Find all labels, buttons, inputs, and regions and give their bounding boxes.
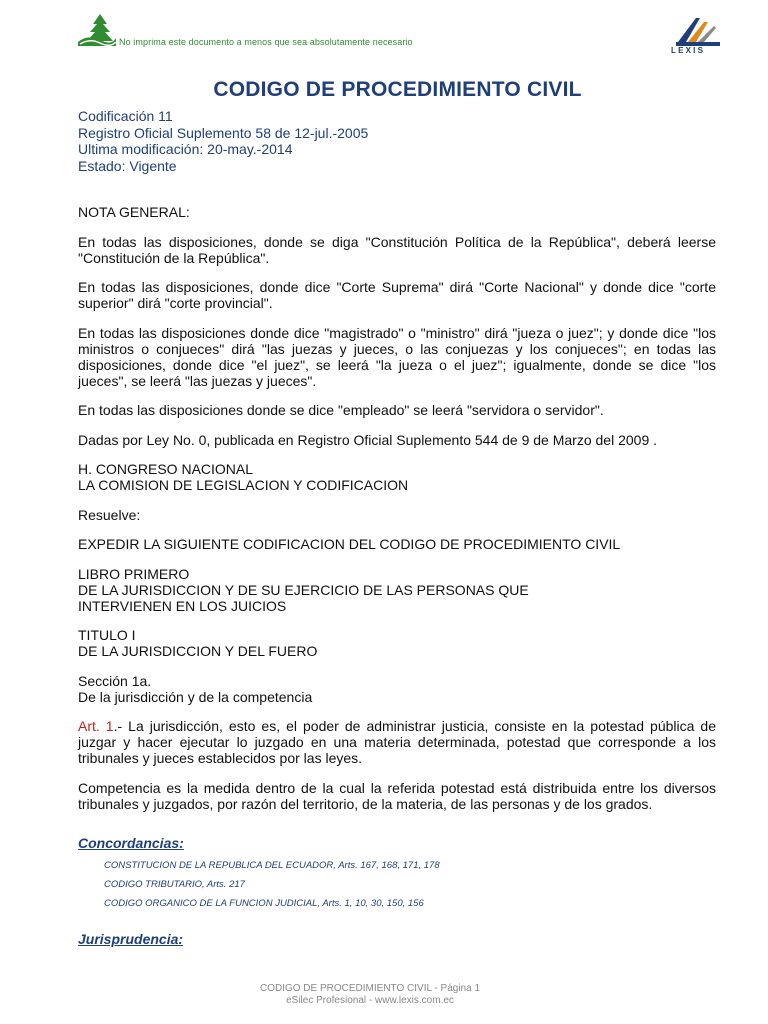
concordancias-list (104, 856, 440, 913)
paragraph: En todas las disposiciones, donde dice "Corte Suprema" dirá "Corte Nacional" y donde dice "corte superior" dirá "corte provincial". (78, 279, 716, 311)
congreso-block (78, 461, 716, 493)
page-footer (0, 983, 740, 1007)
concordancias-title: Concordancias: (78, 835, 184, 851)
titulo-heading (78, 627, 716, 659)
jurisprudencia-title: Jurisprudencia: (78, 931, 184, 947)
titulo-line: DE LA JURISDICCION Y DEL FUERO (78, 643, 318, 659)
meta-ultima-modificacion: Ultima modificación: 20-may.-2014 (78, 141, 293, 157)
page-header (0, 0, 768, 60)
concordancia-item[interactable]: CONSTITUCION DE LA REPUBLICA DEL ECUADOR, Arts. 167, 168, 171, 178 (104, 860, 440, 871)
tree-icon (78, 12, 116, 46)
seccion-line: Sección 1a. (78, 672, 152, 689)
resuelve: Resuelve: (78, 506, 141, 523)
seccion-line: De la jurisdicción y de la competencia (78, 688, 313, 705)
meta-estado: Estado: Vigente (78, 157, 177, 174)
footer-site-label: eSilec Profesional - www.lexis.com.ec (286, 995, 454, 1006)
document-title: CODIGO DE PROCEDIMIENTO CIVIL (213, 78, 582, 101)
libro-heading (78, 566, 716, 614)
paragraph: En todas las disposiciones donde se dice "empleado" se leerá "servidora o servidor". (78, 402, 604, 418)
paragraph: En todas las disposiciones, donde se diga "Constitución Política de la República", deberá leerse "Constitución de la República". (78, 233, 716, 266)
concordancia-item[interactable]: CODIGO ORGANICO DE LA FUNCION JUDICIAL, Arts. 1, 10, 30, 150, 156 (104, 898, 424, 909)
paragraph: En todas las disposiciones donde dice "magistrado" o "ministro" dirá "jueza o juez"; y donde dice "los ministros o conjueces" dirá "las juezas y jueces, o las conjuezas y los conjueces"; en todas las disposiciones, donde dice "el juez", se leerá "la jueza o el juez"; igualmente, donde se dice "los jueces", se leerá "las juezas y jueces". (78, 324, 716, 389)
article-1 (78, 718, 716, 766)
document-meta (78, 108, 368, 174)
expedir: EXPEDIR LA SIGUIENTE CODIFICACION DEL CODIGO DE PROCEDIMIENTO CIVIL (78, 536, 621, 552)
lexis-brand-label: LEXIS (671, 46, 706, 55)
titulo-line: TITULO I (78, 627, 136, 643)
libro-line: INTERVIENEN EN LOS JUICIOS (78, 597, 287, 614)
paragraph: Competencia es la medida dentro de la cual la referida potestad está distribuida entre los diversos tribunales y juzgados, por razón del territorio, de la materia, de las personas y de los grados. (78, 779, 716, 812)
article-label[interactable]: Art. 1 (78, 718, 114, 734)
seccion-heading (78, 673, 716, 705)
comision-line: LA COMISION DE LEGISLACION Y CODIFICACION (78, 477, 409, 493)
nota-general-heading: NOTA GENERAL: (78, 204, 190, 220)
congreso-line: H. CONGRESO NACIONAL (78, 461, 254, 477)
article-text: .- La jurisdicción, esto es, el poder de administrar justicia, consiste en la potestad pública de juzgar y hacer ejecutar lo juzgado en una materia determinada, potestad que corresponde a los tribunales y jueces establecidos por las leyes. (78, 718, 716, 766)
footer-page-label: CODIGO DE PROCEDIMIENTO CIVIL - Página 1 (259, 983, 481, 994)
concordancia-item[interactable]: CODIGO TRIBUTARIO, Arts. 217 (104, 879, 245, 890)
paragraph: Dadas por Ley No. 0, publicada en Registro Oficial Suplemento 544 de 9 de Marzo del 2009 . (78, 431, 658, 448)
meta-registro: Registro Oficial Suplemento 58 de 12-jul.-2005 (78, 124, 369, 141)
libro-line: DE LA JURISDICCION Y DE SU EJERCICIO DE LAS PERSONAS QUE (78, 581, 529, 598)
meta-codificacion: Codificación 11 (78, 108, 173, 124)
eco-note: No imprima este documento a menos que sea absolutamente necesario (119, 37, 413, 47)
libro-line: LIBRO PRIMERO (78, 565, 190, 582)
document-body (78, 204, 716, 825)
